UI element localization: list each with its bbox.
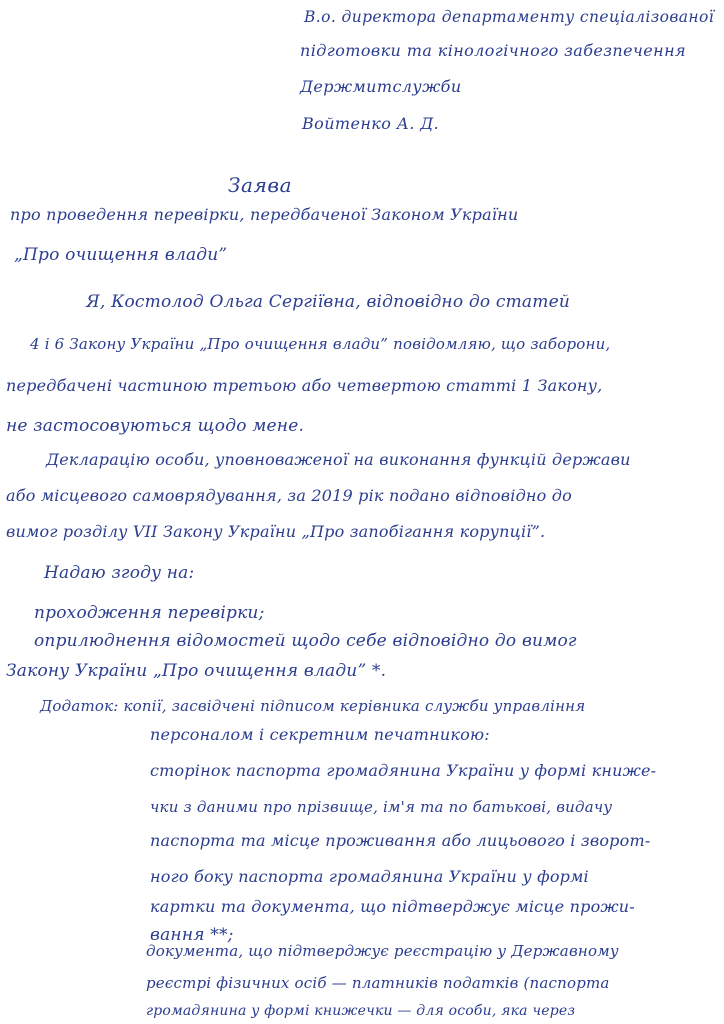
attachment-line-4: чки з даними про прізвище, ім'я та по батькові, видачу xyxy=(150,798,613,816)
attachment-line-10: реєстрі фізичних осіб — платників податків (паспорта xyxy=(146,974,610,992)
attachment-line-11: громадянина у формі книжечки — для особи, яка через xyxy=(146,1003,576,1019)
para1-line-4: не застосовуються щодо мене. xyxy=(6,416,305,436)
addressee-line-2: підготовки та кінологічного забезпечення xyxy=(300,41,687,60)
consent-item-2: оприлюднення відомостей щодо себе відповідно до вимог xyxy=(34,631,577,651)
consent-heading: Надаю згоду на: xyxy=(44,563,195,583)
attachment-line-9: документа, що підтверджує реєстрацію у Державному xyxy=(146,942,619,960)
attachment-line-6: ного боку паспорта громадянина України у формі xyxy=(150,867,589,886)
title-subtitle-line-2: „Про очищення влади” xyxy=(14,245,228,265)
attachment-line-7: картки та документа, що підтверджує місце прожи- xyxy=(150,897,635,916)
attachment-line-5: паспорта та місце проживання або лицьового і зворот- xyxy=(150,831,651,850)
attachment-line-1: Додаток: копії, засвідчені підписом керівника служби управління xyxy=(40,697,586,715)
attachment-line-2: персоналом і секретним печатникою: xyxy=(150,725,490,744)
addressee-line-1: В.о. директора департаменту спеціалізованої xyxy=(304,8,715,26)
attachment-line-3: сторінок паспорта громадянина України у формі книже- xyxy=(150,761,657,780)
para1-line-2: 4 і 6 Закону України „Про очищення влади” повідомляю, що заборони, xyxy=(30,335,611,353)
addressee-line-4: Войтенко А. Д. xyxy=(302,114,440,133)
para1-line-1: Я, Костолод Ольга Сергіївна, відповідно до статей xyxy=(86,292,570,312)
attachment-line-8: вання **; xyxy=(150,925,234,945)
addressee-line-3: Держмитслужби xyxy=(300,77,462,96)
para1-line-3: передбачені частиною третьою або четвертою статті 1 Закону, xyxy=(6,376,603,395)
document-title: Заява xyxy=(228,173,293,197)
consent-item-1: проходження перевірки; xyxy=(34,603,265,623)
consent-item-2-cont: Закону України „Про очищення влади” *. xyxy=(6,661,387,681)
para2-line-3: вимог розділу VII Закону України „Про запобігання корупції”. xyxy=(6,522,546,541)
para2-line-2: або місцевого самоврядування, за 2019 рік подано відповідно до xyxy=(6,486,572,505)
para2-line-1: Декларацію особи, уповноваженої на виконання функцій держави xyxy=(46,450,631,469)
title-subtitle-line-1: про проведення перевірки, передбаченої Законом України xyxy=(10,205,519,224)
